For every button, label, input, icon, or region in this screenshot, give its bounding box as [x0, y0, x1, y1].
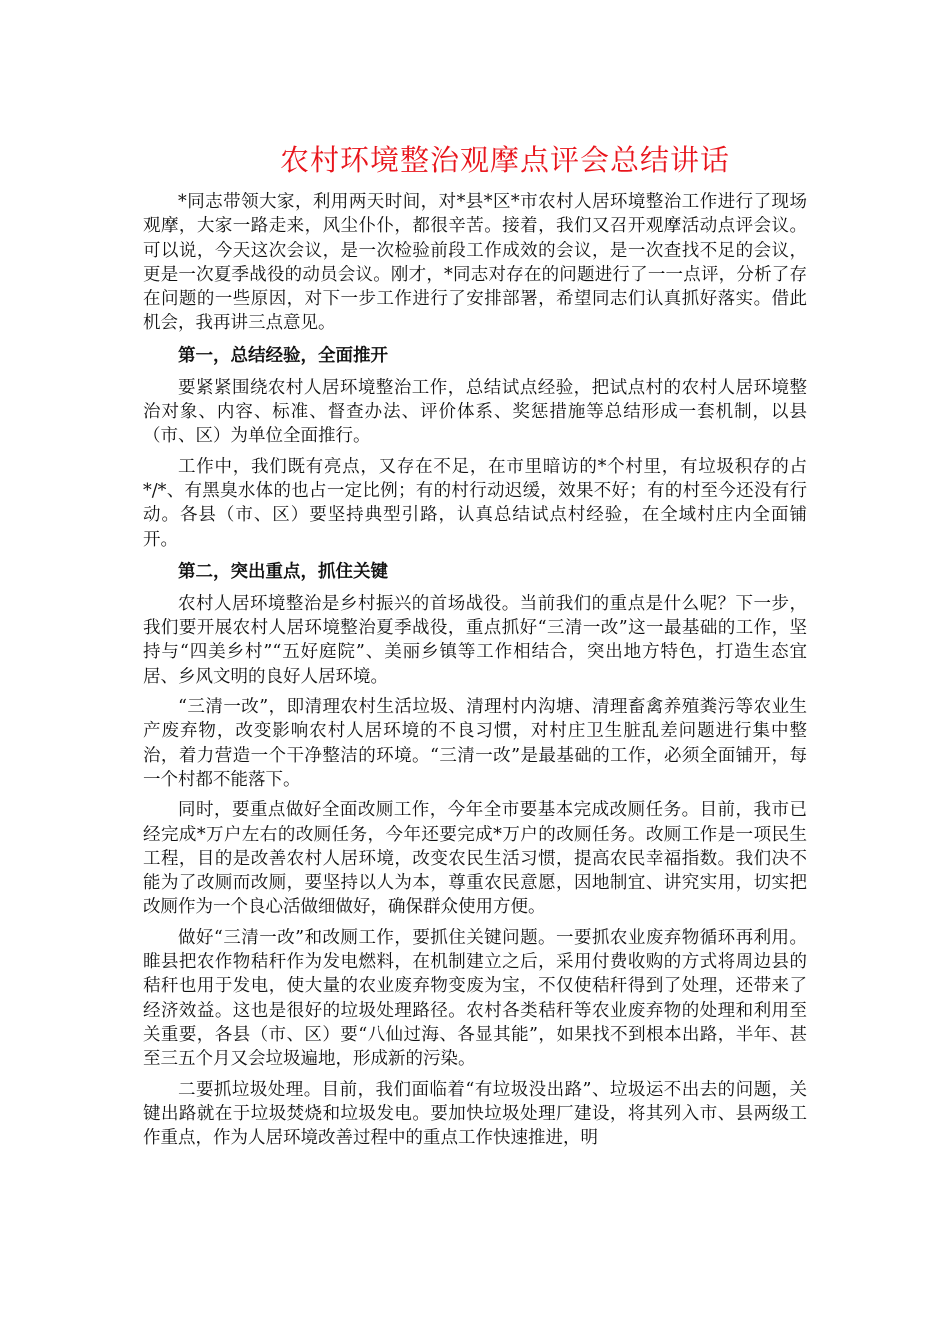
paragraph: 农村人居环境整治是乡村振兴的首场战役。当前我们的重点是什么呢？下一步，我们要开展农村人居环境整治夏季战役，重点抓好“三清一改”这一最基础的工作，坚持与“四美乡村”“五好庭院”、美丽乡镇等工作相结合，突出地方特色，打造生态宜居、乡风文明的良好人居环境。 — [143, 593, 807, 687]
paragraph: 要紧紧围绕农村人居环境整治工作，总结试点经验，把试点村的农村人居环境整治对象、内容、标准、督查办法、评价体系、奖惩措施等总结形成一套机制，以县（市、区）为单位全面推行。 — [143, 377, 807, 447]
section-heading-1: 第一，总结经验，全面推开 — [178, 345, 388, 366]
paragraph: “三清一改”，即清理农村生活垃圾、清理村内沟塘、清理畜禽养殖粪污等农业生产废弃物，改变影响农村人居环境的不良习惯，对村庄卫生脏乱差问题进行集中整治，着力营造一个干净整洁的环境。“三清一改”是最基础的工作，必须全面铺开，每一个村都不能落下。 — [143, 697, 807, 790]
paragraph: 二要抓垃圾处理。目前，我们面临着“有垃圾没出路”、垃圾运不出去的问题，关键出路就在于垃圾焚烧和垃圾发电。要加快垃圾处理厂建设，将其列入市、县两级工作重点，作为人居环境改善过程中的重点工作快速推进，明 — [143, 1079, 807, 1149]
document-title: 农村环境整治观摩点评会总结讲话 — [279, 143, 730, 177]
paragraph: 工作中，我们既有亮点，又存在不足，在市里暗访的*个村里，有垃圾积存的占*/*、有黑臭水体的也占一定比例；有的村行动迟缓，效果不好；有的村至今还没有行动。各县（市、区）要坚持典型引路，认真总结试点村经验，在全域村庄内全面铺开。 — [143, 456, 807, 550]
paragraph-intro: *同志带领大家，利用两天时间，对*县*区*市农村人居环境整治工作进行了现场观摩，大家一路走来，风尘仆仆，都很辛苦。接着，我们又召开观摩活动点评会议。可以说，今天这次会议，是一次检验前段工作成效的会议，是一次查找不足的会议，更是一次夏季战役的动员会议。刚才，*同志对存在的问题进行了一一点评，分析了存在问题的一些原因，对下一步工作进行了安排部署，希望同志们认真抓好落实。借此机会，我再讲三点意见。 — [143, 192, 807, 334]
section-heading-2: 第二，突出重点，抓住关键 — [178, 561, 388, 582]
paragraph: 同时，要重点做好全面改厕工作，今年全市要基本完成改厕任务。目前，我市已经完成*万户左右的改厕任务，今年还要完成*万户的改厕任务。改厕工作是一项民生工程，目的是改善农村人居环境，改变农民生活习惯，提高农民幸福指数。我们决不能为了改厕而改厕，要坚持以人为本，尊重农民意愿，因地制宜、讲究实用，切实把改厕作为一个良心活做细做好，确保群众使用方便。 — [143, 800, 807, 918]
document-page — [143, 140, 807, 1156]
paragraph: 做好“三清一改”和改厕工作，要抓住关键问题。一要抓农业废弃物循环再利用。睢县把农作物秸秆作为发电燃料，在机制建立之后，采用付费收购的方式将周边县的秸秆也用于发电，使大量的农业废弃物变废为宝，不仅使秸秆得到了处理，还带来了经济效益。这也是很好的垃圾处理路径。农村各类秸秆等农业废弃物的处理和利用至关重要，各县（市、区）要“八仙过海、各显其能”，如果找不到根本出路，半年、甚至三五个月又会垃圾遍地，形成新的污染。 — [143, 927, 807, 1070]
